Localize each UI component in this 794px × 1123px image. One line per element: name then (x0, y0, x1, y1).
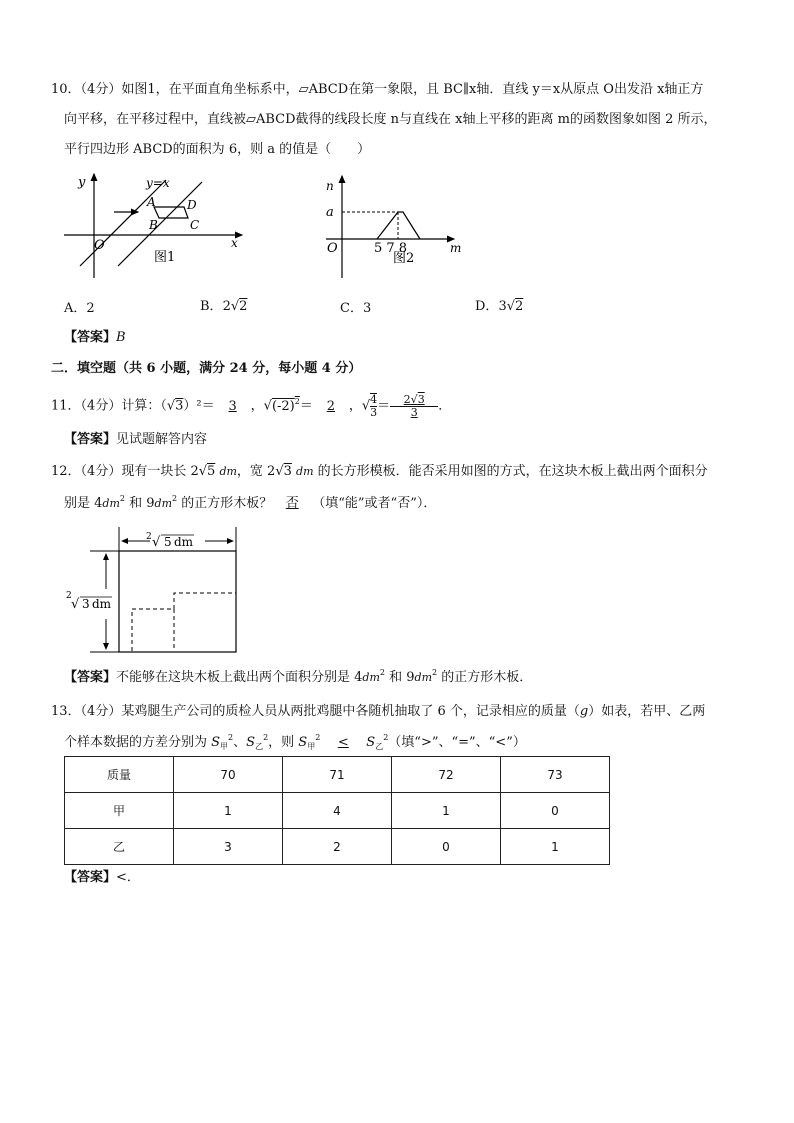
table-header-cell: 70 (174, 757, 283, 793)
table-header-cell: 73 (501, 757, 610, 793)
q10-option-c: C．3 (340, 301, 372, 316)
q10-option-d: D．3√2 (475, 299, 524, 314)
q13-line2: 个样本数据的方差分别为 $S_甲^2$、$S_乙^2$，则 $S_甲^2 < S_乙^2$（填“>”、“=”、“<”） (64, 733, 526, 751)
q11-line: 11．（4分）计算：（√3）²＝ 3 ，$√(-2)^2= 2$ ，√ $\frac{4}{3}$ ＝ $\frac{2√3}{3}$ ． (51, 392, 452, 419)
table-cell: 1 (392, 793, 501, 829)
q10-option-b: B．2√2 (200, 299, 248, 314)
fig1-D: D (187, 198, 197, 212)
table-header-cell: 质量 (65, 757, 174, 793)
q10-answer: 【答案】B (64, 330, 126, 345)
table-cell: 0 (392, 829, 501, 865)
table-cell: 3 (174, 829, 283, 865)
fig1-O: O (94, 238, 105, 253)
q10-line1: 10．（4分）如图1，在平面直角坐标系中，▱ABCD在第一象限，且 BC∥x轴．直线 y＝x从原点 O出发沿 x轴正方 (51, 82, 704, 97)
q13-table (64, 756, 610, 865)
fig1-x-label: x (231, 236, 238, 250)
q12-line1: 12．（4分）现有一块长 2√5 dm，宽 2√3 dm 的长方形模板．能否采用如图的方式，在这块木板上截出两个面积分 (51, 464, 708, 479)
q12-fig-width-coef: 2 (146, 532, 152, 542)
q12-fig-width-unit: dm (174, 535, 194, 549)
table-cell: 甲 (65, 793, 174, 829)
q12-figure (60, 523, 250, 658)
fig1-A: A (147, 195, 156, 209)
table-header-cell: 71 (283, 757, 392, 793)
q10-line2: 向平移，在平移过程中，直线被▱ABCD截得的线段长度 n与直线在 x轴上平移的距离 m的函数图象如图 2 所示， (64, 112, 717, 127)
fig1-caption: 图1 (154, 250, 176, 265)
table-row (65, 793, 610, 829)
table-header-cell: 72 (392, 757, 501, 793)
q12-fig-height-unit: dm (92, 597, 112, 611)
fig1-yx-label: y=x (146, 176, 170, 190)
svg-text:√: √ (71, 597, 80, 612)
q12-line2: 别是 $4dm^2$ 和 $9dm^2$ 的正方形木板？ 否 （填“能”或者“否”）． (64, 494, 437, 511)
q12-fig-width-rad: 5 (164, 535, 172, 549)
fig2-m-label: m (450, 241, 462, 255)
table-cell: 2 (283, 829, 392, 865)
q10-figure1 (60, 168, 250, 283)
q10-figure2 (318, 172, 468, 280)
fig2-caption: 图2 (393, 251, 415, 266)
table-cell: 乙 (65, 829, 174, 865)
section2-title: 二．填空题（共 6 小题，满分 24 分，每小题 4 分） (51, 361, 362, 376)
table-cell: 0 (501, 793, 610, 829)
fig2-O: O (327, 241, 338, 256)
q12-answer: 【答案】不能够在这块木板上截出两个面积分别是 $4dm^2$ 和 $9dm^2$ 的正方形木板． (64, 668, 533, 685)
fig2-a-label: a (326, 205, 334, 220)
q13-answer: 【答案】<． (64, 870, 140, 885)
table-cell: 1 (501, 829, 610, 865)
q12-fig-height-rad: 3 (82, 597, 90, 611)
q12-fig-height-coef: 2 (66, 591, 72, 601)
q11-answer: 【答案】见试题解答内容 (64, 432, 208, 447)
q13-line1: 13．（4分）某鸡腿生产公司的质检人员从两批鸡腿中各随机抽取了 6 个，记录相应的质量（g）如表，若甲、乙两 (51, 704, 706, 719)
fig1-C: C (190, 218, 200, 232)
q10-line3: 平行四边形 ABCD的面积为 6，则 a 的值是（ ） (64, 142, 371, 157)
table-header-row (65, 757, 610, 793)
table-row (65, 829, 610, 865)
fig1-y-label: y (78, 175, 86, 190)
fig1-B: B (149, 218, 158, 232)
table-cell: 1 (174, 793, 283, 829)
q10-option-a: A．2 (64, 301, 95, 316)
table-cell: 4 (283, 793, 392, 829)
fig2-ticks: 5 7 8 (374, 241, 408, 256)
svg-text:√: √ (152, 535, 161, 550)
fig2-n-label: n (326, 179, 334, 193)
